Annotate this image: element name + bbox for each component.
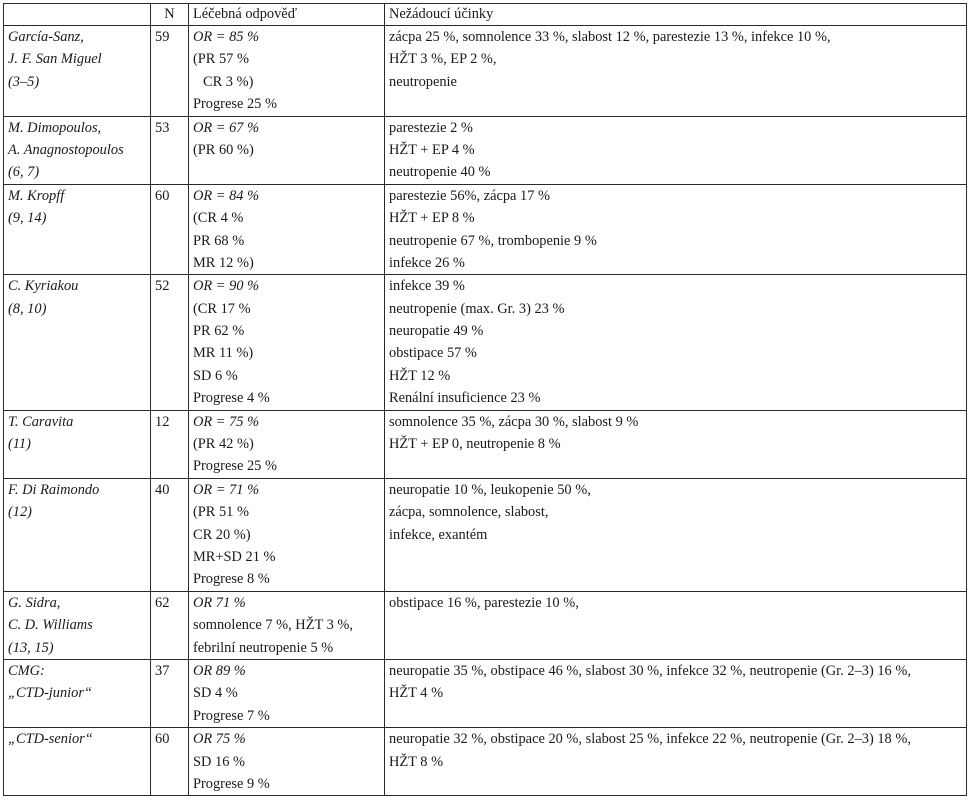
n-cell: 52 [151, 275, 189, 410]
results-table [3, 3, 967, 796]
response-cell: OR 89 % SD 4 % Progrese 7 % [189, 659, 385, 727]
adverse-cell: parestezie 2 % HŽT + EP 4 % neutropenie 40 % [385, 116, 967, 184]
n-cell: 62 [151, 591, 189, 659]
table-row [4, 728, 967, 796]
response-cell: OR = 75 % (PR 42 %) Progrese 25 % [189, 410, 385, 478]
author-cell: G. Sidra, C. D. Williams (13, 15) [4, 591, 151, 659]
n-cell: 37 [151, 659, 189, 727]
table-row [4, 478, 967, 591]
header-author [4, 4, 151, 26]
table-row [4, 275, 967, 410]
adverse-cell: neuropatie 32 %, obstipace 20 %, slabost 25 %, infekce 22 %, neutropenie (Gr. 2–3) 18 %, HŽT 8 % [385, 728, 967, 796]
response-cell: OR = 84 % (CR 4 % PR 68 % MR 12 %) [189, 184, 385, 275]
response-cell: OR 71 % somnolence 7 %, HŽT 3 %, febrilní neutropenie 5 % [189, 591, 385, 659]
adverse-cell: parestezie 56%, zácpa 17 % HŽT + EP 8 % neutropenie 67 %, trombopenie 9 % infekce 26 % [385, 184, 967, 275]
author-cell: T. Caravita (11) [4, 410, 151, 478]
adverse-cell: infekce 39 % neutropenie (max. Gr. 3) 23 % neuropatie 49 % obstipace 57 % HŽT 12 % Renální insuficience 23 % [385, 275, 967, 410]
author-cell: C. Kyriakou (8, 10) [4, 275, 151, 410]
adverse-cell: somnolence 35 %, zácpa 30 %, slabost 9 % HŽT + EP 0, neutropenie 8 % [385, 410, 967, 478]
adverse-cell: zácpa 25 %, somnolence 33 %, slabost 12 %, parestezie 13 %, infekce 10 %, HŽT 3 %, EP 2 %, neutropenie [385, 26, 967, 117]
adverse-cell: obstipace 16 %, parestezie 10 %, [385, 591, 967, 659]
adverse-cell: neuropatie 35 %, obstipace 46 %, slabost 30 %, infekce 32 %, neutropenie (Gr. 2–3) 16 %, HŽT 4 % [385, 659, 967, 727]
author-cell: M. Kropff (9, 14) [4, 184, 151, 275]
table-row [4, 116, 967, 184]
response-cell: OR 75 % SD 16 % Progrese 9 % [189, 728, 385, 796]
header-response: Léčebná odpověď [189, 4, 385, 26]
n-cell: 53 [151, 116, 189, 184]
table-row [4, 410, 967, 478]
author-cell: M. Dimopoulos, A. Anagnostopoulos (6, 7) [4, 116, 151, 184]
n-cell: 60 [151, 184, 189, 275]
n-cell: 60 [151, 728, 189, 796]
response-cell: OR = 90 % (CR 17 % PR 62 % MR 11 %) SD 6 % Progrese 4 % [189, 275, 385, 410]
author-cell: „CTD-senior“ [4, 728, 151, 796]
header-row [4, 4, 967, 26]
table-row [4, 184, 967, 275]
response-cell: OR = 67 % (PR 60 %) [189, 116, 385, 184]
table-row [4, 659, 967, 727]
n-cell: 12 [151, 410, 189, 478]
table-row [4, 26, 967, 117]
n-cell: 59 [151, 26, 189, 117]
header-n: N [151, 4, 189, 26]
table-row [4, 591, 967, 659]
author-cell: CMG: „CTD-junior“ [4, 659, 151, 727]
response-cell: OR = 71 % (PR 51 % CR 20 %) MR+SD 21 % Progrese 8 % [189, 478, 385, 591]
author-cell: F. Di Raimondo (12) [4, 478, 151, 591]
header-adverse: Nežádoucí účinky [385, 4, 967, 26]
response-cell: OR = 85 % (PR 57 % CR 3 %) Progrese 25 % [189, 26, 385, 117]
author-cell: García-Sanz, J. F. San Miguel (3–5) [4, 26, 151, 117]
adverse-cell: neuropatie 10 %, leukopenie 50 %, zácpa, somnolence, slabost, infekce, exantém [385, 478, 967, 591]
n-cell: 40 [151, 478, 189, 591]
